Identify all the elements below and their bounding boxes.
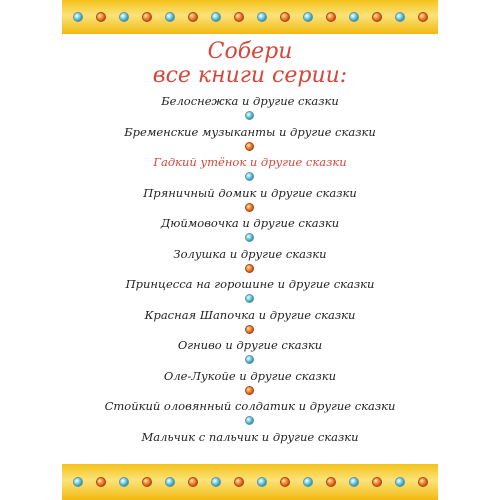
blue-gem-icon bbox=[119, 12, 129, 22]
blue-gem-separator-icon bbox=[245, 111, 254, 120]
blue-gem-icon bbox=[303, 477, 313, 487]
book-list-item: Золушка и другие сказки bbox=[173, 246, 327, 261]
orange-gem-icon bbox=[188, 12, 198, 22]
orange-gem-separator-icon bbox=[245, 264, 254, 273]
book-list-item: Мальчик с пальчик и другие сказки bbox=[141, 429, 359, 444]
orange-gem-icon bbox=[188, 477, 198, 487]
book-list-item: Бременские музыканты и другие сказки bbox=[124, 124, 376, 139]
book-list-item: Огниво и другие сказки bbox=[177, 338, 323, 352]
blue-gem-icon bbox=[119, 477, 129, 487]
orange-gem-icon bbox=[234, 477, 244, 487]
orange-gem-icon bbox=[372, 12, 382, 22]
blue-gem-separator-icon bbox=[245, 233, 254, 242]
orange-gem-icon bbox=[96, 477, 106, 487]
blue-gem-separator-icon bbox=[245, 416, 254, 425]
orange-gem-icon bbox=[96, 12, 106, 22]
orange-gem-icon bbox=[418, 12, 428, 22]
orange-gem-icon bbox=[418, 477, 428, 487]
book-list-item: Гадкий утёнок и другие сказки bbox=[153, 155, 347, 169]
orange-gem-icon bbox=[234, 12, 244, 22]
blue-gem-icon bbox=[211, 12, 221, 22]
orange-gem-icon bbox=[326, 12, 336, 22]
title-line-1: Собери bbox=[207, 39, 293, 64]
blue-gem-icon bbox=[257, 12, 267, 22]
blue-gem-icon bbox=[349, 477, 359, 487]
blue-gem-icon bbox=[165, 12, 175, 22]
blue-gem-separator-icon bbox=[245, 355, 254, 364]
blue-gem-icon bbox=[165, 477, 175, 487]
orange-gem-icon bbox=[280, 12, 290, 22]
orange-gem-icon bbox=[142, 12, 152, 22]
book-list-item: Стойкий оловянный солдатик и другие сказки bbox=[104, 399, 396, 413]
page-title bbox=[0, 40, 500, 88]
orange-gem-separator-icon bbox=[245, 203, 254, 212]
orange-gem-separator-icon bbox=[245, 325, 254, 334]
book-list-item: Принцесса на горошине и другие сказки bbox=[125, 277, 375, 291]
blue-gem-icon bbox=[303, 12, 313, 22]
title-line-2: все книги серии: bbox=[152, 63, 348, 88]
blue-gem-icon bbox=[395, 12, 405, 22]
orange-gem-icon bbox=[326, 477, 336, 487]
blue-gem-icon bbox=[73, 477, 83, 487]
orange-gem-icon bbox=[280, 477, 290, 487]
orange-gem-icon bbox=[142, 477, 152, 487]
blue-gem-icon bbox=[257, 477, 267, 487]
blue-gem-separator-icon bbox=[245, 294, 254, 303]
bottom-decorative-band bbox=[62, 464, 438, 500]
orange-gem-separator-icon bbox=[245, 386, 254, 395]
blue-gem-icon bbox=[211, 477, 221, 487]
orange-gem-icon bbox=[372, 477, 382, 487]
blue-gem-icon bbox=[349, 12, 359, 22]
book-list-item: Белоснежка и другие сказки bbox=[161, 94, 339, 108]
orange-gem-separator-icon bbox=[245, 142, 254, 151]
book-list-item: Оле-Лукойе и другие сказки bbox=[163, 368, 337, 383]
blue-gem-separator-icon bbox=[245, 172, 254, 181]
book-list-item: Красная Шапочка и другие сказки bbox=[144, 307, 356, 322]
blue-gem-icon bbox=[395, 477, 405, 487]
blue-gem-icon bbox=[73, 12, 83, 22]
book-list-item: Пряничный домик и другие сказки bbox=[143, 185, 357, 200]
top-decorative-band bbox=[62, 0, 438, 34]
book-list-item: Дюймовочка и другие сказки bbox=[160, 216, 340, 230]
